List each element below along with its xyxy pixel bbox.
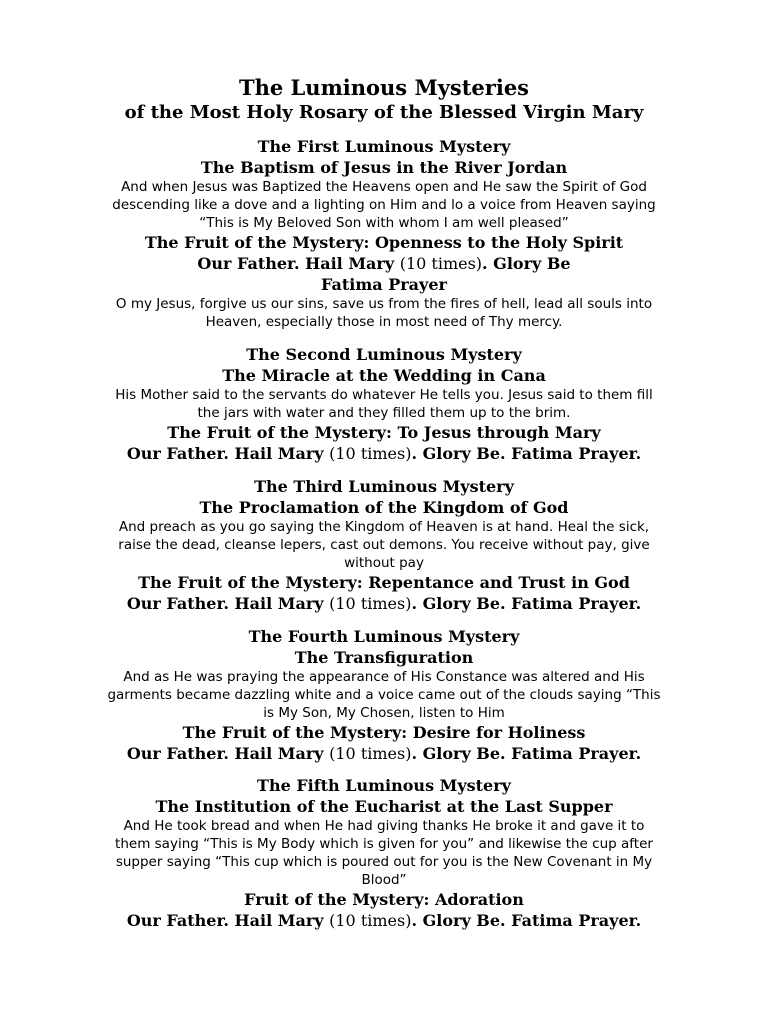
prayers-part-b: . Glory Be (482, 254, 571, 273)
mystery-text-line: “This is My Beloved Son with whom I am well pleased” (199, 215, 569, 231)
mystery-section-2 (0, 344, 768, 464)
mystery-name: The Proclamation of the Kingdom of God (199, 498, 569, 517)
mystery-text (0, 386, 768, 422)
prayers-part-a: Our Father. Hail Mary (197, 254, 400, 273)
document-subtitle: of the Most Holy Rosary of the Blessed Virgin Mary (124, 102, 644, 123)
mystery-text-line: supper saying “This cup which is poured out for you is the New Covenant in My (115, 854, 653, 870)
prayers-part-b: . Glory Be. Fatima Prayer. (411, 911, 642, 930)
mystery-text-line: raise the dead, cleanse lepers, cast out demons. You receive without pay, give (118, 537, 650, 553)
mystery-fruit: The Fruit of the Mystery: Openness to the Holy Spirit (144, 233, 624, 252)
mystery-text-line: And as He was praying the appearance of His Constance was altered and His (123, 669, 645, 685)
mystery-text-line: without pay (344, 555, 424, 571)
mystery-name: The Transfiguration (294, 648, 474, 667)
fatima-prayer-text (0, 295, 768, 331)
prayers-part-b: . Glory Be. Fatima Prayer. (411, 444, 642, 463)
prayers-part-a: Our Father. Hail Mary (126, 911, 330, 930)
mystery-text-line: descending like a dove and a lighting on Him and lo a voice from Heaven saying (112, 197, 656, 213)
mystery-text-line: And when Jesus was Baptized the Heavens open and He saw the Spirit of God (121, 179, 647, 195)
mystery-text-line: And preach as you go saying the Kingdom of Heaven is at hand. Heal the sick, (118, 519, 650, 535)
prayers-part-a: Our Father. Hail Mary (126, 744, 330, 763)
mystery-fruit: The Fruit of the Mystery: Repentance and Trust in God (138, 573, 630, 592)
mystery-section-4 (0, 626, 768, 764)
mystery-text (0, 817, 768, 889)
prayers-times: (10 times) (329, 594, 412, 613)
prayers-times: (10 times) (329, 444, 412, 463)
mystery-fruit: The Fruit of the Mystery: To Jesus through Mary (167, 423, 601, 442)
mystery-section-1 (0, 136, 768, 331)
fatima-text-line: O my Jesus, forgive us our sins, save us from the fires of hell, lead all souls into (115, 296, 653, 312)
mystery-text (0, 178, 768, 232)
mystery-text-line: them saying “This is My Body which is given for you” and likewise the cup after (115, 836, 653, 852)
mystery-text-line: And He took bread and when He had giving thanks He broke it and gave it to (123, 818, 645, 834)
mystery-heading: The First Luminous Mystery (257, 137, 511, 156)
mystery-text-line: Blood” (361, 872, 407, 888)
mystery-prayers (0, 910, 768, 931)
mystery-prayers (0, 593, 768, 614)
mystery-prayers (0, 743, 768, 764)
prayers-times: (10 times) (329, 744, 412, 763)
document-title: The Luminous Mysteries (238, 75, 530, 100)
prayers-part-a: Our Father. Hail Mary (126, 444, 330, 463)
mystery-text-line: His Mother said to the servants do whatever He tells you. Jesus said to them fill (115, 387, 653, 403)
prayers-part-a: Our Father. Hail Mary (126, 594, 330, 613)
mystery-name: The Baptism of Jesus in the River Jordan (200, 158, 568, 177)
prayers-times: (10 times) (329, 911, 412, 930)
mystery-name: The Institution of the Eucharist at the Last Supper (155, 797, 613, 816)
mystery-prayers (0, 443, 768, 464)
fatima-prayer-heading: Fatima Prayer (321, 275, 447, 294)
prayers-part-b: . Glory Be. Fatima Prayer. (411, 594, 642, 613)
mystery-section-3 (0, 476, 768, 614)
mystery-text-line: garments became dazzling white and a voice came out of the clouds saying “This (107, 687, 661, 703)
prayers-part-b: . Glory Be. Fatima Prayer. (411, 744, 642, 763)
mystery-fruit: The Fruit of the Mystery: Desire for Holiness (182, 723, 586, 742)
mystery-heading: The Fourth Luminous Mystery (248, 627, 520, 646)
mystery-heading: The Third Luminous Mystery (254, 477, 514, 496)
mystery-section-5 (0, 775, 768, 931)
mystery-text (0, 668, 768, 722)
mystery-heading: The Second Luminous Mystery (246, 345, 522, 364)
prayers-times: (10 times) (399, 254, 483, 273)
mystery-heading: The Fifth Luminous Mystery (257, 776, 511, 795)
mystery-text-line: the jars with water and they filled them up to the brim. (197, 405, 571, 421)
mystery-text-line: is My Son, My Chosen, listen to Him (263, 705, 505, 721)
fatima-text-line: Heaven, especially those in most need of Thy mercy. (205, 314, 563, 330)
mystery-fruit: Fruit of the Mystery: Adoration (244, 890, 524, 909)
mystery-prayers (0, 253, 768, 274)
mystery-name: The Miracle at the Wedding in Cana (222, 366, 546, 385)
mystery-text (0, 518, 768, 572)
